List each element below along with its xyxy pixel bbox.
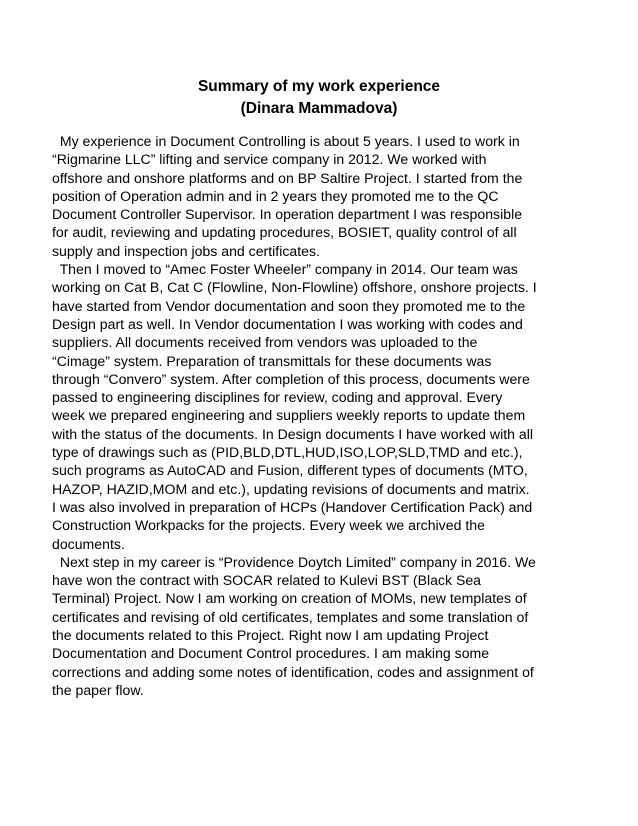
text-line: passed to engineering disciplines for review, coding and approval. Every (52, 389, 503, 406)
text-line: Design part as well. In Vendor documentation I was working with codes and (52, 315, 523, 332)
text-line: certificates and revising of old certificates, templates and some translation of (52, 608, 529, 625)
text-line: week we prepared engineering and suppliers weekly reports to update them (52, 407, 526, 424)
text-line: position of Operation admin and in 2 years they promoted me to the QC (52, 187, 499, 204)
text-line: have started from Vendor documentation and soon they promoted me to the (52, 297, 526, 314)
text-line: the paper flow. (52, 681, 144, 698)
title-block (0, 76, 638, 120)
text-line: I was also involved in preparation of HCPs (Handover Certification Pack) and (52, 498, 533, 515)
body-text (52, 132, 592, 699)
text-line: Document Controller Supervisor. In operation department I was responsible (52, 206, 523, 223)
text-line: have won the contract with SOCAR related to Kulevi BST (Black Sea (52, 572, 482, 589)
text-line: Then I moved to “Amec Foster Wheeler” company in 2014. Our team was (52, 261, 518, 278)
text-line: corrections and adding some notes of identification, codes and assignment of (52, 663, 534, 680)
text-line: type of drawings such as (PID,BLD,DTL,HUD,ISO,LOP,SLD,TMD and etc.), (52, 444, 523, 461)
text-line: “Cimage” system. Preparation of transmittals for these documents was (52, 352, 492, 369)
text-line: Terminal) Project. Now I am working on creation of MOMs, new templates of (52, 590, 527, 607)
text-line: supply and inspection jobs and certificates. (52, 242, 320, 259)
text-line: Next step in my career is “Providence Doytch Limited” company in 2016. We (52, 553, 536, 570)
text-line: “Rigmarine LLC” lifting and service company in 2012. We worked with (52, 151, 487, 168)
text-line: My experience in Document Controlling is about 5 years. I used to work in (52, 133, 520, 149)
text-line: Construction Workpacks for the projects. Every week we archived the (52, 517, 485, 534)
text-line: with the status of the documents. In Design documents I have worked with all (52, 425, 534, 442)
text-line: Documentation and Document Control procedures. I am making some (52, 645, 490, 662)
text-line: documents. (52, 535, 125, 552)
text-line: through “Convero” system. After completion of this process, documents were (52, 370, 530, 387)
document-subtitle: (Dinara Mammadova) (240, 100, 398, 117)
text-line: suppliers. All documents received from vendors was uploaded to the (52, 334, 478, 351)
text-line: the documents related to this Project. Right now I am updating Project (52, 627, 489, 644)
text-line: offshore and onshore platforms and on BP Saltire Project. I started from the (52, 169, 523, 186)
document-title: Summary of my work experience (197, 78, 441, 95)
text-line: working on Cat B, Cat C (Flowline, Non-Flowline) offshore, onshore projects. I (52, 279, 537, 296)
text-line: HAZOP, HAZID,MOM and etc.), updating revisions of documents and matrix. (52, 480, 530, 497)
text-line: for audit, reviewing and updating procedures, BOSIET, quality control of all (52, 224, 517, 241)
text-line: such programs as AutoCAD and Fusion, different types of documents (MTO, (52, 462, 528, 479)
